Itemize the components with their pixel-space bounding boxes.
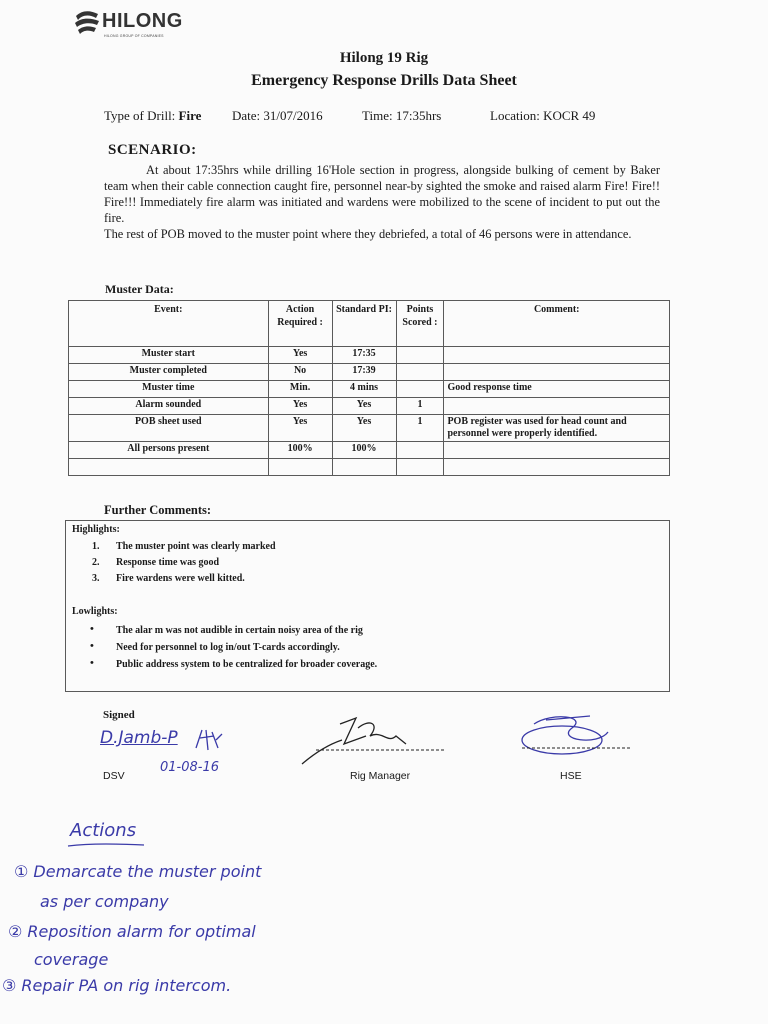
table-cell: 17:35 [332,347,396,364]
muster-data-heading: Muster Data: [105,282,174,296]
handwritten-actions-title: Actions [70,820,137,841]
table-cell [396,364,444,381]
table-cell [444,347,670,364]
list-item-text: Need for personnel to log in/out T-cards accordingly. [116,642,340,653]
scenario-body [104,162,660,242]
table-cell [444,459,670,476]
dsv-date: 01-08-16 [160,760,220,775]
table-cell: Good response time [444,381,670,398]
hilong-logo-icon [72,8,102,36]
drill-type [104,108,201,124]
handwritten-action-line: coverage [34,950,109,969]
table-cell [396,347,444,364]
table-cell: No [268,364,332,381]
table-cell: 1 [396,415,444,442]
table-cell [396,442,444,459]
table-cell [268,459,332,476]
scenario-paragraph-2: The rest of POB moved to the muster point where they debriefed, a total of 46 persons were in attendance. [104,227,632,241]
list-item [92,541,276,552]
table-cell [332,459,396,476]
table-cell: All persons present [69,442,269,459]
further-comments-box [65,520,670,692]
hse-label: HSE [560,770,582,782]
list-item [90,657,378,670]
list-item-text: Public address system to be centralized for broader coverage. [116,659,378,670]
table-cell: Yes [268,398,332,415]
table-cell: 1 [396,398,444,415]
handwritten-action-line: ① Demarcate the muster point [14,862,262,881]
table-row [69,398,670,415]
highlights-heading: Highlights: [72,524,120,535]
lowlights-heading: Lowlights: [72,606,118,617]
table-cell [396,381,444,398]
column-header-action-required: Action Required : [268,301,332,347]
table-cell: Yes [332,398,396,415]
page-subtitle: Emergency Response Drills Data Sheet [251,72,517,89]
table-cell [444,442,670,459]
table-cell: POB sheet used [69,415,269,442]
drill-type-value: Fire [178,108,202,123]
handwritten-action-line: ② Reposition alarm for optimal [8,922,256,941]
dsv-label: DSV [103,770,125,782]
list-number: 3. [92,573,100,584]
rig-manager-signature-icon [296,714,446,766]
table-cell [69,459,269,476]
table-cell: Yes [332,415,396,442]
hse-signature-icon [512,710,636,762]
column-header-standard-pi: Standard PI: [332,301,396,347]
list-number: 2. [92,557,100,568]
table-cell [396,459,444,476]
drill-type-label: Type of Drill: [104,108,176,123]
company-logo [72,6,202,42]
handwritten-action-line: as per company [40,892,169,911]
drill-date: Date: 31/07/2016 [232,108,323,123]
table-cell: Muster start [69,347,269,364]
table-header-row [69,301,670,347]
table-cell: Yes [268,415,332,442]
table-row [69,364,670,381]
table-cell: Min. [268,381,332,398]
table-cell: 4 mins [332,381,396,398]
table-cell: 17:39 [332,364,396,381]
table-cell: 100% [332,442,396,459]
table-row [69,459,670,476]
bullet-icon: • [90,640,94,652]
scenario-heading: SCENARIO: [108,142,197,158]
muster-data-table [68,300,670,476]
list-item [90,623,363,636]
dsv-signature-scribble-icon [192,726,226,754]
list-item [90,640,340,653]
logo-tagline: HILONG GROUP OF COMPANIES [104,34,164,38]
table-cell [444,364,670,381]
list-item [92,573,245,584]
further-comments-heading: Further Comments: [104,503,212,517]
signed-label: Signed [103,709,135,721]
table-cell: Yes [268,347,332,364]
list-item [92,557,220,568]
table-row [69,347,670,364]
rig-manager-label: Rig Manager [350,770,411,782]
table-cell: Muster completed [69,364,269,381]
scenario-paragraph-1: At about 17:35hrs while drilling 16'Hole section in progress, alongside bulking of cement by Baker team when their cable connection caught fire, personnel near-by sighted the smoke and raised alarm Fire! Fire!! Fire!!! Immediately fire alarm was initiated and wardens were mobilized to the scene of incident to put out the fire. [104,163,660,225]
table-row [69,415,670,442]
bullet-icon: • [90,657,94,669]
column-header-event: Event: [69,301,269,347]
table-cell: 100% [268,442,332,459]
bullet-icon: • [90,623,94,635]
list-number: 1. [92,541,100,552]
page-title: Hilong 19 Rig [339,50,429,66]
actions-underline-icon [66,842,146,848]
list-item-text: Response time was good [116,557,220,568]
list-item-text: The muster point was clearly marked [116,541,276,552]
dsv-signature: D.Jamb-P [100,728,178,748]
drill-location: Location: KOCR 49 [490,108,596,123]
list-item-text: The alar m was not audible in certain noisy area of the rig [116,625,363,636]
table-cell [444,398,670,415]
table-cell: Muster time [69,381,269,398]
column-header-points-scored: Points Scored : [396,301,444,347]
column-header-comment: Comment: [444,301,670,347]
handwritten-action-line: ③ Repair PA on rig intercom. [2,976,232,995]
list-item-text: Fire wardens were well kitted. [116,573,245,584]
table-row [69,381,670,398]
drill-time: Time: 17:35hrs [362,108,442,123]
table-cell: Alarm sounded [69,398,269,415]
table-row [69,442,670,459]
logo-wordmark: HILONG [102,10,183,32]
table-cell: POB register was used for head count and personnel were properly identified. [444,415,670,442]
